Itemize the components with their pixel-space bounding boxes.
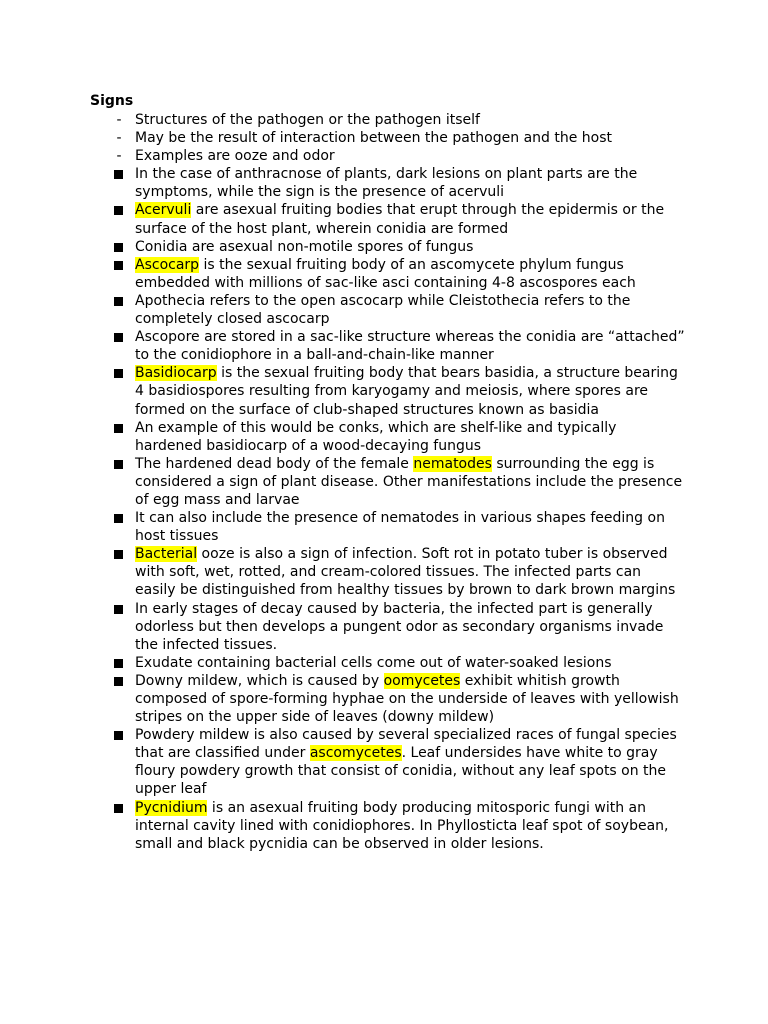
square-bullet-icon <box>114 605 123 614</box>
list-item <box>0 672 768 726</box>
list-item <box>0 654 768 672</box>
item-text: Conidia are asexual non-motile spores of fungus <box>135 238 474 255</box>
list-item <box>0 600 768 654</box>
square-bullet-icon <box>114 243 123 252</box>
square-bullet-icon <box>114 460 123 469</box>
highlighted-term: Acervuli <box>135 202 192 219</box>
highlighted-term: Ascocarp <box>135 256 200 273</box>
square-bullet-icon <box>114 297 123 306</box>
square-bullet-icon <box>114 804 123 813</box>
list-item <box>0 111 768 129</box>
list-item <box>0 509 768 545</box>
item-text: May be the result of interaction between the pathogen and the host <box>135 130 613 147</box>
list-item <box>0 129 768 147</box>
item-text: An example of this would be conks, which are shelf-like and typically hardened basidiocarp of a wood-decaying fungus <box>135 419 617 454</box>
list-item <box>0 201 768 237</box>
list-item <box>0 165 768 201</box>
list-item <box>0 545 768 599</box>
list-item <box>0 364 768 418</box>
highlighted-term: Pycnidium <box>135 799 208 816</box>
item-text-prefix: Powdery mildew is also caused by several specialized races of fungal species that are classified under <box>135 727 677 762</box>
item-text: . Leaf undersides have white to gray floury powdery growth that consist of conidia, without any leaf spots on the upper leaf <box>135 745 667 798</box>
list-item <box>0 256 768 292</box>
dash-bullet-icon: - <box>116 112 122 128</box>
dash-bullet-icon: - <box>116 130 122 147</box>
list-item <box>0 419 768 455</box>
item-text: are asexual fruiting bodies that erupt through the epidermis or the surface of the host plant, wherein conidia are formed <box>135 202 665 237</box>
item-text: Structures of the pathogen or the pathogen itself <box>135 112 480 128</box>
square-bullet-icon <box>114 261 123 270</box>
item-text: Exudate containing bacterial cells come out of water-soaked lesions <box>135 654 612 671</box>
square-bullet-icon <box>114 333 123 342</box>
square-bullet-icon <box>114 170 123 179</box>
list-item <box>0 238 768 256</box>
list-item <box>0 726 768 798</box>
signs-list <box>0 111 768 853</box>
item-text: Apothecia refers to the open ascocarp while Cleistothecia refers to the completely closed ascocarp <box>135 292 631 328</box>
item-text-prefix: The hardened dead body of the female <box>135 455 414 472</box>
item-text: is the sexual fruiting body that bears basidia, a structure bearing 4 basidiospores resulting from karyogamy and meiosis, where spores are formed on the surface of club-shaped structures known as basidia <box>135 365 678 418</box>
item-text: Ascopore are stored in a sac-like structure whereas the conidia are “attached” to the conidiophore in a ball-and-chain-like manner <box>135 329 685 364</box>
list-item <box>0 147 768 165</box>
item-text-prefix: Downy mildew, which is caused by <box>135 672 384 689</box>
list-item <box>0 799 768 853</box>
list-item <box>0 292 768 328</box>
list-item <box>0 328 768 364</box>
square-bullet-icon <box>114 424 123 433</box>
highlighted-term: Basidiocarp <box>135 365 217 382</box>
item-text: It can also include the presence of nematodes in various shapes feeding on host tissues <box>135 510 665 545</box>
square-bullet-icon <box>114 369 123 378</box>
highlighted-term: nematodes <box>413 455 492 472</box>
section-heading: Signs <box>90 93 134 109</box>
item-text: exhibit whitish growth composed of spore-forming hyphae on the underside of leaves with yellowish stripes on the upper side of leaves (downy mildew) <box>135 672 679 726</box>
highlighted-term: oomycetes <box>383 672 461 689</box>
item-text: is an asexual fruiting body producing mitosporic fungi with an internal cavity lined with conidiophores. In Phyllosticta leaf spot of soybean, small and black pycnidia can be observed in older lesions. <box>135 799 669 852</box>
item-text: ooze is also a sign of infection. Soft rot in potato tuber is observed with soft, wet, rotted, and cream-colored tissues. The infected parts can easily be distinguished from healthy tissues by brown to dark brown margins <box>135 546 676 599</box>
square-bullet-icon <box>114 659 123 668</box>
square-bullet-icon <box>114 206 123 215</box>
item-text: is the sexual fruiting body of an ascomycete phylum fungus embedded with millions of sac-like asci containing 4-8 ascospores each <box>135 256 636 291</box>
item-text: surrounding the egg is considered a sign of plant disease. Other manifestations include the presence of egg mass and larvae <box>135 455 683 508</box>
square-bullet-icon <box>114 514 123 523</box>
item-text: Examples are ooze and odor <box>135 148 335 165</box>
item-text: In early stages of decay caused by bacteria, the infected part is generally odorless but then develops a pungent odor as secondary organisms invade the infected tissues. <box>135 600 664 653</box>
highlighted-term: Bacterial <box>135 546 198 563</box>
square-bullet-icon <box>114 731 123 740</box>
item-text: In the case of anthracnose of plants, dark lesions on plant parts are the symptoms, while the sign is the presence of acervuli <box>135 166 638 201</box>
highlighted-term: ascomycetes <box>309 745 402 762</box>
square-bullet-icon <box>114 550 123 559</box>
list-item <box>0 455 768 509</box>
dash-bullet-icon: - <box>116 148 122 165</box>
square-bullet-icon <box>114 677 123 686</box>
